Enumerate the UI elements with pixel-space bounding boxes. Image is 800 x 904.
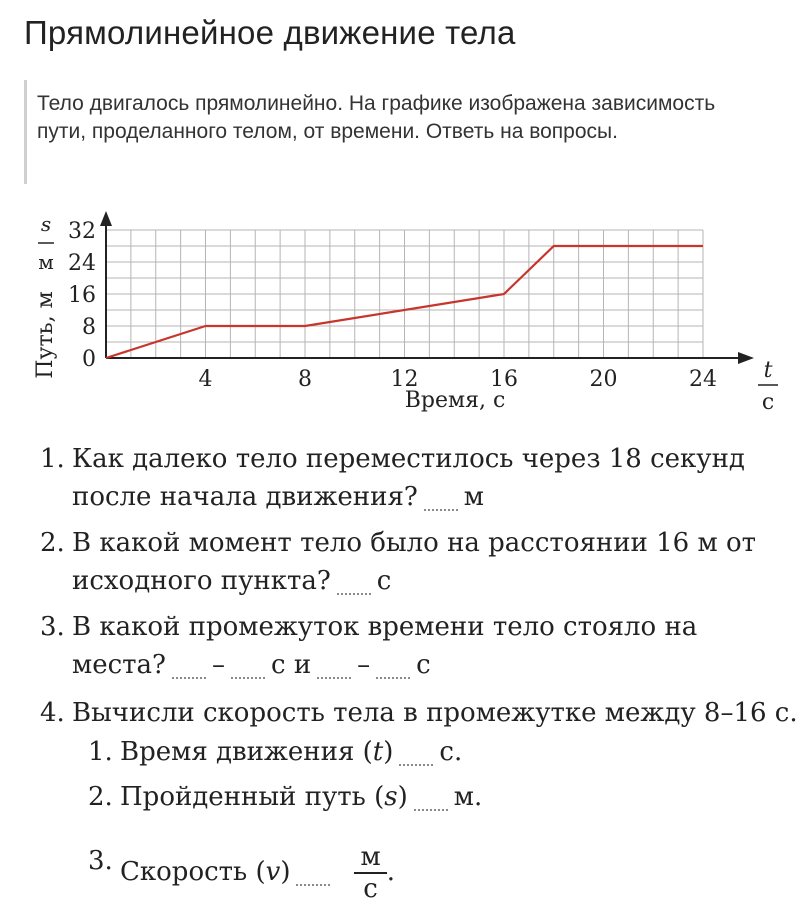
- answer-blank[interactable]: [296, 858, 330, 886]
- paren-close: ): [280, 857, 291, 887]
- answer-blank-start-2[interactable]: [317, 651, 351, 679]
- y-axis-var: s: [40, 212, 52, 236]
- chart-axes: [100, 211, 754, 364]
- y-axis-unit: м: [38, 250, 54, 274]
- question-text: Как далеко тело переместилось через 18 секунд: [72, 444, 745, 474]
- subquestion-number: 2.: [88, 782, 113, 812]
- fraction-denominator: с: [363, 874, 378, 904]
- subquestion-label: Скорость (: [120, 857, 266, 887]
- answer-unit: с: [376, 566, 392, 596]
- y-axis-label: Путь, м: [33, 291, 58, 379]
- answer-unit: с: [416, 650, 431, 680]
- x-tick-label: 20: [589, 367, 618, 392]
- subquestion-number: 1.: [88, 737, 113, 767]
- page-title: Прямолинейное движение тела: [24, 14, 516, 51]
- x-axis-arrow: [738, 352, 754, 364]
- answer-blank-end-1[interactable]: [231, 651, 265, 679]
- question-text: места?: [72, 650, 166, 680]
- x-tick-label: 4: [198, 367, 213, 392]
- question-number: 3.: [40, 612, 65, 642]
- question-number: 4.: [40, 698, 65, 728]
- answer-unit: м.: [453, 782, 483, 812]
- question-text: после начала движения?: [72, 482, 418, 512]
- x-tick-label: 24: [689, 367, 717, 392]
- subquestion-label: Пройденный путь (: [120, 782, 385, 812]
- fraction-numerator: м: [354, 842, 386, 874]
- question-text: исходного пункта?: [72, 566, 331, 596]
- subquestion-label: Время движения (: [120, 737, 373, 767]
- paren-close: ): [383, 737, 394, 767]
- y-tick-label: 0: [82, 347, 96, 372]
- answer-blank[interactable]: [414, 783, 448, 811]
- answer-blank-start-1[interactable]: [172, 651, 206, 679]
- y-tick-label: 32: [68, 219, 96, 244]
- answer-unit: м: [463, 482, 485, 512]
- x-axis-label: Время, с: [404, 388, 506, 413]
- answer-blank[interactable]: [337, 567, 371, 595]
- question-number: 2.: [40, 528, 65, 558]
- question-number: 1.: [40, 444, 65, 474]
- question-text: В какой промежуток времени тело стояло на: [72, 612, 698, 642]
- range-dash: –: [357, 650, 371, 680]
- paren-close: ): [397, 782, 408, 812]
- y-tick-label: 24: [68, 251, 96, 276]
- range-and: с и: [271, 650, 312, 680]
- variable-s: s: [384, 782, 398, 812]
- variable-v: v: [265, 857, 281, 887]
- question-text: Вычисли скорость тела в промежутке между 8–16 с.: [72, 698, 798, 728]
- y-tick-label: 16: [68, 283, 96, 308]
- y-axis-arrow: [100, 211, 112, 226]
- x-axis-unit: с: [761, 390, 775, 415]
- answer-blank[interactable]: [424, 483, 458, 511]
- subquestion-number: 3.: [88, 846, 113, 876]
- answer-unit: с.: [439, 737, 463, 767]
- unit-fraction: [354, 842, 386, 904]
- question-text: В какой момент тело было на расстоянии 16 м от: [72, 528, 756, 558]
- distance-time-chart: [0, 205, 800, 420]
- y-tick-label: 8: [82, 315, 96, 340]
- x-tick-label: 16: [490, 367, 518, 392]
- variable-t: t: [372, 737, 384, 767]
- range-dash: –: [212, 650, 225, 680]
- intro-text: Тело двигалось прямолинейно. На графике изображена зависимость пути, проделанного телом, от времени. Ответь на вопросы.: [24, 80, 764, 184]
- sentence-end: .: [386, 857, 395, 887]
- answer-blank-end-2[interactable]: [376, 651, 410, 679]
- answer-blank[interactable]: [399, 738, 433, 766]
- x-tick-label: 12: [390, 367, 419, 392]
- chart-grid: [106, 230, 703, 358]
- x-axis-var: t: [763, 358, 773, 383]
- x-tick-label: 8: [298, 367, 312, 392]
